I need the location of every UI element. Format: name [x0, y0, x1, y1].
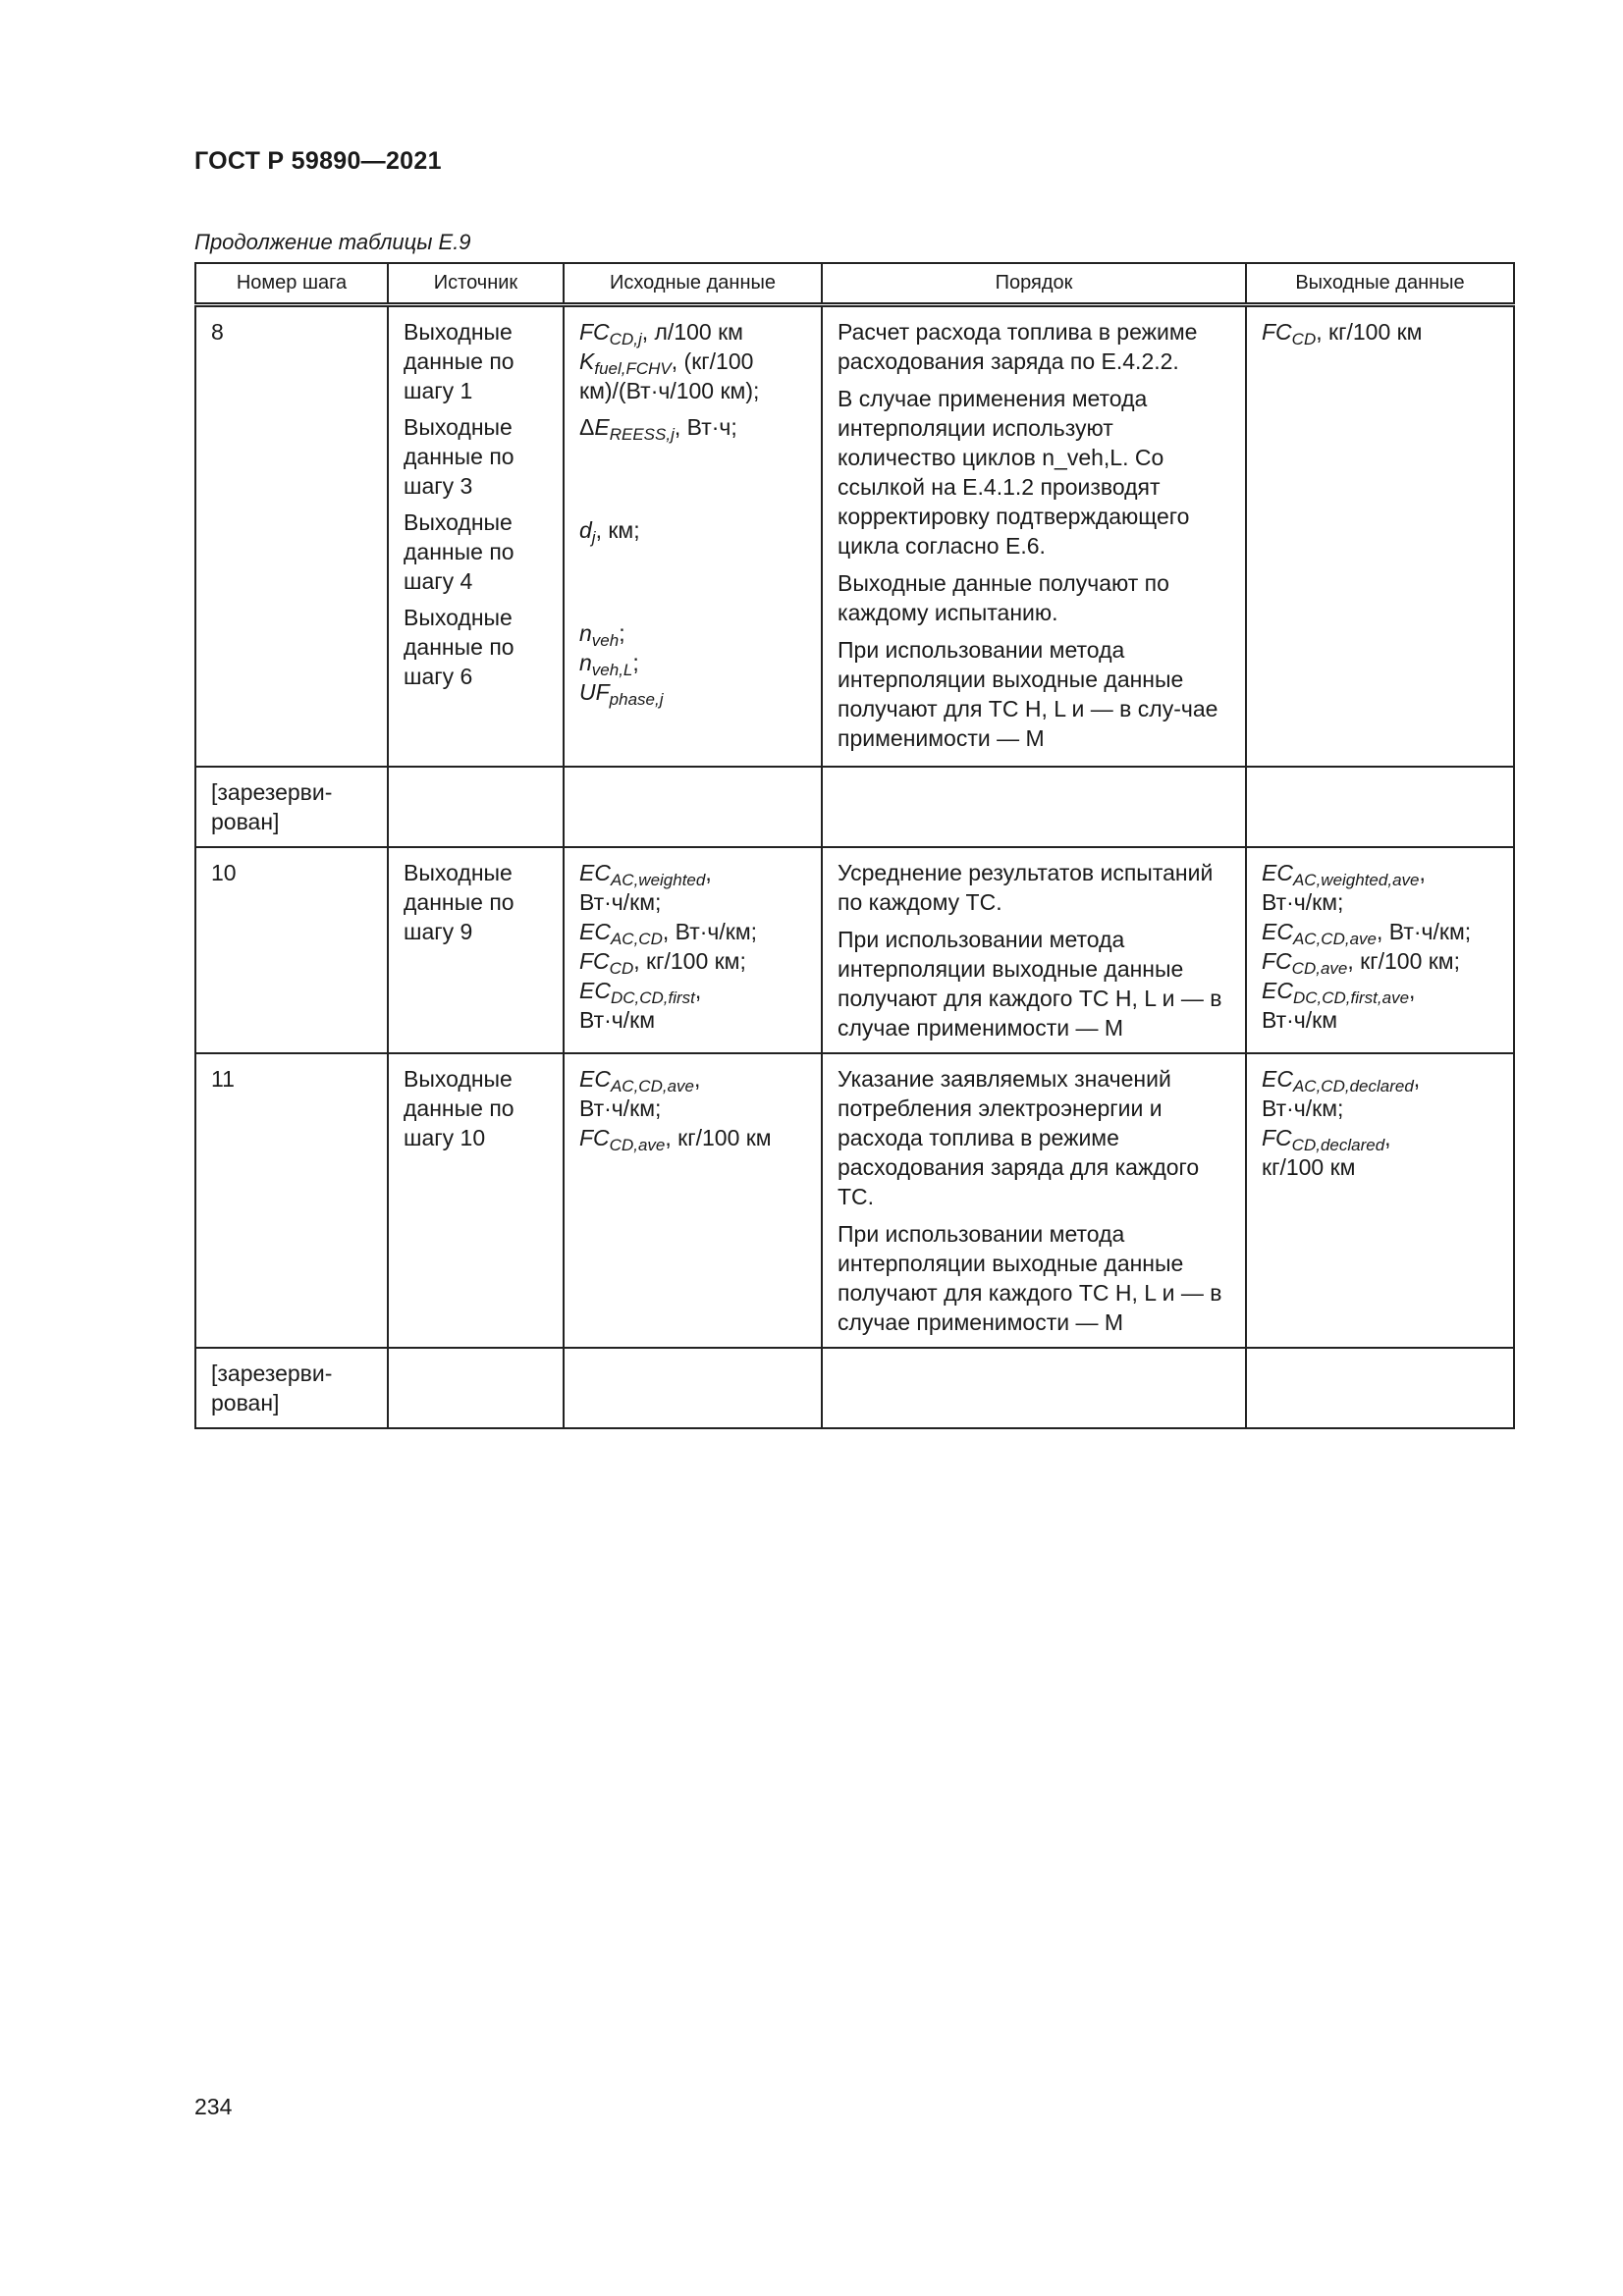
output-symbol: Вт·ч/км;: [1262, 888, 1344, 915]
source-cell: [388, 1348, 564, 1428]
table-row: [195, 847, 1514, 1053]
source-item: Выходные данные по шагу 10: [404, 1065, 514, 1150]
table-row: [195, 767, 1514, 847]
step-cell: [зарезерви-рован]: [195, 767, 388, 847]
step-cell: 11: [195, 1053, 388, 1348]
table-row: [195, 1348, 1514, 1428]
table-row: [195, 305, 1514, 767]
input-symbol: $EC_{AC,weighted}$,: [579, 859, 712, 889]
table-caption: Продолжение таблицы Е.9: [194, 230, 471, 254]
procedure-cell: [822, 1348, 1246, 1428]
step-cell: [зарезерви-рован]: [195, 1348, 388, 1428]
source-cell: [388, 1053, 564, 1348]
input-symbol: Вт·ч/км: [579, 1006, 656, 1033]
source-cell: [388, 767, 564, 847]
procedure-text: Выходные данные получают по каждому испытанию.: [838, 570, 1169, 625]
output-cell: [1246, 767, 1514, 847]
input-cell: [564, 305, 822, 767]
output-symbol: $FC_{CD}$, кг/100 км: [1262, 319, 1423, 348]
output-symbol: $EC_{DC,CD,first,ave}$,: [1262, 977, 1416, 1007]
input-symbol: Вт·ч/км;: [579, 888, 662, 915]
procedure-text: При использовании метода интерполяции выходные данные получают для ТС Н, L и — в слу-чае применимости — М: [838, 637, 1218, 751]
output-symbol: $EC_{AC,weighted,ave}$,: [1262, 859, 1426, 889]
procedure-cell: [822, 847, 1246, 1053]
output-cell: [1246, 847, 1514, 1053]
source-item: Выходные данные по шагу 6: [404, 605, 514, 689]
output-symbol: кг/100 км: [1262, 1153, 1356, 1180]
output-symbol: $FC_{CD,ave}$, кг/100 км;: [1262, 947, 1461, 978]
output-symbol: $EC_{AC,CD,declared}$,: [1262, 1065, 1421, 1095]
output-cell: [1246, 1348, 1514, 1428]
procedure-text: В случае применения метода интерполяции используют количество циклов n_veh,L. Со ссылкой на Е.4.1.2 производят корректировку подтверждающего цикла согласно Е.6.: [838, 386, 1190, 559]
source-item: Выходные данные по шагу 9: [404, 859, 514, 944]
input-symbol: $FC_{CD}$, кг/100 км;: [579, 947, 746, 978]
column-header-procedure: Порядок: [822, 263, 1246, 305]
input-symbol: $FC_{CD,ave}$, кг/100 км: [579, 1124, 772, 1154]
procedure-text: Указание заявляемых значений потребления электроэнергии и расхода топлива в режиме расходования заряда для каждого ТС.: [838, 1065, 1200, 1209]
column-header-source: Источник: [388, 263, 564, 305]
procedure-text: Усреднение результатов испытаний по каждому ТС.: [838, 859, 1214, 915]
source-cell: [388, 847, 564, 1053]
output-cell: [1246, 1053, 1514, 1348]
step-cell: 8: [195, 305, 388, 767]
input-symbol: $EC_{AC,CD}$, Вт·ч/км;: [579, 918, 758, 948]
document-header: ГОСТ Р 59890—2021: [194, 147, 442, 175]
column-header-input: Исходные данные: [564, 263, 822, 305]
input-symbol: $n_{veh}$;: [579, 620, 625, 650]
source-item: Выходные данные по шагу 4: [404, 509, 514, 594]
input-symbol: $d_j$, км;: [579, 517, 640, 547]
table-row: [195, 1053, 1514, 1348]
output-symbol: Вт·ч/км: [1262, 1006, 1338, 1033]
column-header-step: Номер шага: [195, 263, 388, 305]
output-symbol: $EC_{AC,CD,ave}$, Вт·ч/км;: [1262, 918, 1472, 948]
step-cell: 10: [195, 847, 388, 1053]
procedure-text: Расчет расхода топлива в режиме расходования заряда по Е.4.2.2.: [838, 319, 1198, 374]
input-symbol: $EC_{DC,CD,first}$,: [579, 977, 702, 1007]
column-header-output: Выходные данные: [1246, 263, 1514, 305]
procedure-cell: [822, 767, 1246, 847]
procedure-cell: [822, 1053, 1246, 1348]
output-cell: [1246, 305, 1514, 767]
input-symbol: $UF_{phase,j}$: [579, 679, 664, 709]
input-cell: [564, 1348, 822, 1428]
procedure-text: При использовании метода интерполяции выходные данные получают для каждого ТС Н, L и — в случае применимости — М: [838, 1220, 1222, 1335]
input-symbol: $\Delta E_{REESS,j}$, Вт·ч;: [579, 414, 737, 444]
table-header-row: [195, 263, 1514, 305]
input-symbol: Вт·ч/км;: [579, 1095, 662, 1121]
input-symbol: $n_{veh,L}$;: [579, 650, 639, 679]
input-symbol: $FC_{CD,j}$, л/100 км: [579, 319, 743, 348]
output-symbol: Вт·ч/км;: [1262, 1095, 1344, 1121]
source-item: Выходные данные по шагу 1: [404, 319, 514, 403]
input-cell: [564, 767, 822, 847]
output-symbol: $FC_{CD,declared}$,: [1262, 1124, 1391, 1154]
input-symbol: $K_{fuel,FCHV}$, (кг/100 км)/(Вт·ч/100 км);: [579, 348, 760, 403]
page-number: 234: [194, 2094, 233, 2119]
input-cell: [564, 1053, 822, 1348]
procedure-cell: [822, 305, 1246, 767]
input-symbol: $EC_{AC,CD,ave}$,: [579, 1065, 701, 1095]
data-table: [194, 262, 1515, 1429]
input-cell: [564, 847, 822, 1053]
procedure-text: При использовании метода интерполяции выходные данные получают для каждого ТС Н, L и — в случае применимости — М: [838, 926, 1222, 1041]
source-cell: [388, 305, 564, 767]
source-item: Выходные данные по шагу 3: [404, 414, 514, 499]
